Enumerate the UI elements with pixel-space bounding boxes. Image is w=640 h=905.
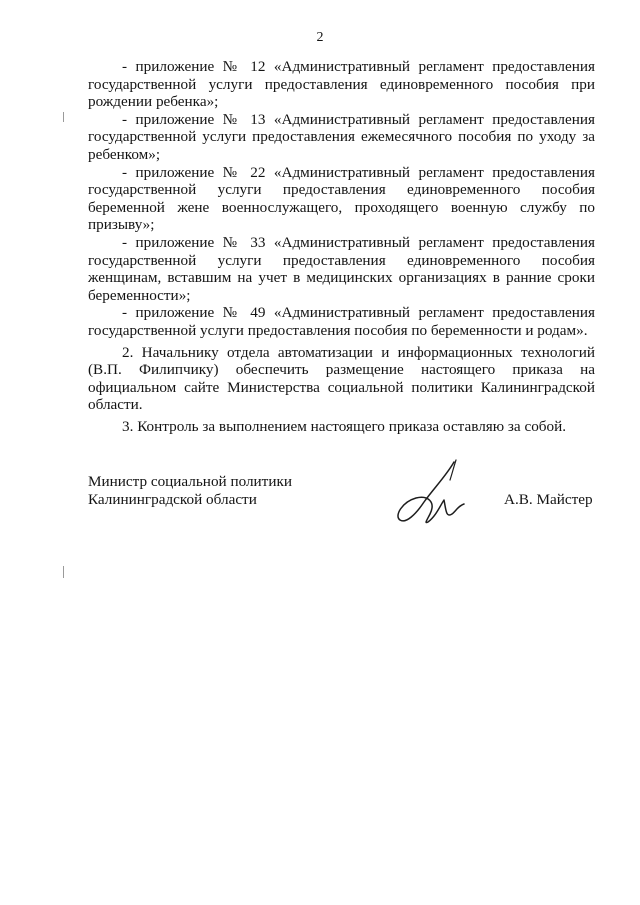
signatory-position [88,473,292,508]
paragraph-3: 3. Контроль за выполнением настоящего приказа оставляю за собой. [122,417,567,435]
list-item-appendix-13: - приложение № 13 «Административный регламент предоставления государственной услуги предоставления ежемесячного пособия по уходу за ребенком»; [88,110,595,163]
signatory-position-line2: Калининградской области [88,490,257,508]
list-item-appendix-22: - приложение № 22 «Административный регламент предоставления государственной услуги предоставления единовременного пособия беременной жене военнослужащего, проходящего военную службу по призыву»; [88,163,595,234]
signatory-position-line1: Министр социальной политики [88,473,292,490]
margin-mark [63,566,64,578]
paragraph-2: 2. Начальнику отдела автоматизации и информационных технологий (В.П. Филипчику) обеспечить размещение настоящего приказа на официальном сайте Министерства социальной политики Калининградской области. [88,343,595,414]
signatory-name: А.В. Майстер [504,491,593,508]
handwritten-signature-icon [394,458,474,530]
margin-mark [63,112,64,122]
page-number: 2 [316,30,324,45]
list-item-appendix-33: - приложение № 33 «Административный регламент предоставления государственной услуги предоставления единовременного пособия женщинам, вставшим на учет в медицинских организациях в ранние сроки беременности»; [88,233,595,304]
list-item-appendix-12: - приложение № 12 «Административный регламент предоставления государственной услуги предоставления единовременного пособия при рождении ребенка»; [88,58,595,111]
list-item-appendix-49: - приложение № 49 «Административный регламент предоставления государственной услуги предоставления пособия по беременности и родам». [88,304,595,339]
document-body [88,58,595,435]
